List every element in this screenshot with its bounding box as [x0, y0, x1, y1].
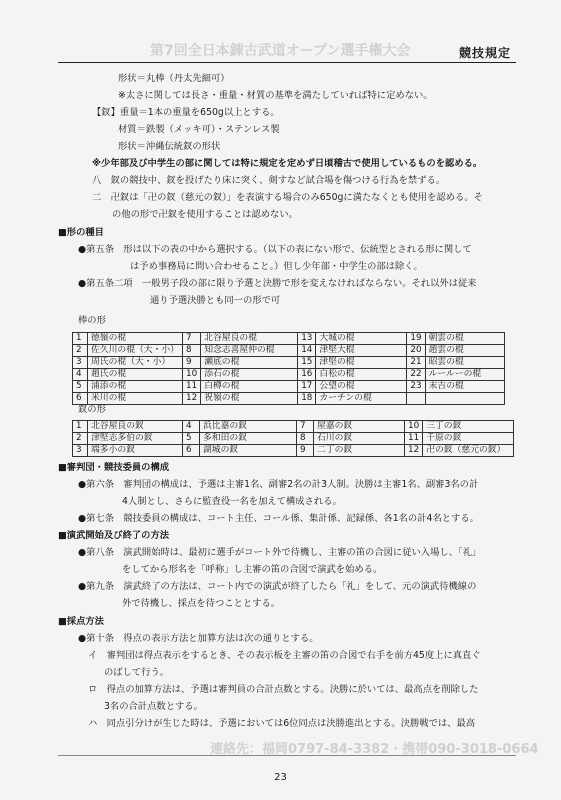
- text-line: 材質＝鉄製（メッキ可）・ステンレス製: [118, 124, 280, 135]
- form-number: 10: [405, 421, 423, 433]
- form-number: 7: [297, 421, 314, 433]
- form-number: 2: [73, 345, 88, 357]
- form-name: 祝嶺の棍: [201, 393, 298, 405]
- form-number: 8: [183, 345, 201, 357]
- form-name: 津堅志多伯の釵: [88, 433, 183, 445]
- form-name: 津堅大棍: [316, 345, 407, 357]
- form-number: 17: [298, 381, 316, 393]
- text-line: 【釵】重量＝1本の重量を650g以上とする。: [92, 107, 280, 118]
- form-name: 徳嶺の棍: [88, 333, 183, 345]
- form-name: 知念志喜屋仲の棍: [201, 345, 298, 357]
- form-name: 周氏の棍（大・小）: [88, 357, 183, 369]
- form-name: 末吉の棍: [425, 381, 504, 393]
- form-number: 20: [407, 345, 425, 357]
- text-line: をしてから形名を「呼称」し主審の笛の合図で演武を始める。: [122, 564, 383, 575]
- text-line: は予め事務局に問い合わせること。）但し少年部・中学生の部は除く。: [130, 261, 423, 272]
- text-line: 外で待機し、採点を待つこととする。: [122, 598, 281, 609]
- bo-forms-table: [72, 332, 505, 405]
- form-number: 8: [297, 433, 314, 445]
- form-name: 端多小の釵: [88, 445, 183, 457]
- form-name: 千原の釵: [423, 433, 514, 445]
- section-heading: ■形の種目: [58, 227, 104, 238]
- form-name: [425, 393, 504, 405]
- form-number: 7: [183, 333, 201, 345]
- text-line: の他の形で卍釵を使用することは認めない。: [112, 209, 298, 220]
- form-number: 11: [183, 381, 201, 393]
- form-name: 大城の棍: [316, 333, 407, 345]
- form-name: 北谷屋良の釵: [88, 421, 183, 433]
- form-number: 5: [183, 433, 200, 445]
- form-number: 21: [407, 357, 425, 369]
- form-number: 1: [73, 421, 88, 433]
- form-name: 二丁の釵: [314, 445, 405, 457]
- text-line: ●第七条 競技委員の構成は、コート主任、コール係、集計係、記録係、各1名の計4名とする。: [78, 513, 479, 524]
- text-line: 4人制とし、さらに監査役一名を加えて構成される。: [122, 496, 342, 507]
- table-row: [73, 421, 514, 433]
- form-number: 9: [183, 357, 201, 369]
- form-name: 三丁の釵: [423, 421, 514, 433]
- form-number: 13: [298, 333, 316, 345]
- form-name: 石川の釵: [314, 433, 405, 445]
- form-number: 4: [183, 421, 200, 433]
- section-heading: ■審判団・競技委員の構成: [58, 462, 170, 473]
- table-row: [73, 369, 505, 381]
- text-line: ●第五条 形は以下の表の中から選択する。（以下の表にない形で、伝統型とされる形に関して: [78, 244, 472, 255]
- text-line: 3名の合計点数とする。: [104, 701, 203, 712]
- form-number: 11: [405, 433, 423, 445]
- form-number: 10: [183, 369, 201, 381]
- form-number: 3: [73, 357, 88, 369]
- form-number: 18: [298, 393, 316, 405]
- form-name: 湖城の釵: [200, 445, 297, 457]
- ghost-footer: 連絡先：福岡0797-84-3382・携帯090-3018-0664: [210, 742, 539, 757]
- table-row: [73, 445, 514, 457]
- form-name: 浦添の棍: [88, 381, 183, 393]
- section-heading: ■採点方法: [58, 616, 104, 627]
- form-name: 朝雲の棍: [425, 333, 504, 345]
- form-name: 佐久川の棍（大・小）: [88, 345, 183, 357]
- table-row: [73, 381, 505, 393]
- form-name: ルールーの棍: [425, 369, 504, 381]
- form-number: 2: [73, 433, 88, 445]
- form-name: 公望の棍: [316, 381, 407, 393]
- form-number: 12: [405, 445, 423, 457]
- form-name: 多和田の釵: [200, 433, 297, 445]
- form-number: 4: [73, 369, 88, 381]
- form-name: 昭雲の棍: [425, 357, 504, 369]
- form-number: 23: [407, 381, 425, 393]
- text-line: ●第六条 審判団の構成は、予選は主審1名、副審2名の計3人制。決勝は主審1名、副審3名の計: [78, 479, 479, 490]
- form-name: 添石の棍: [201, 369, 298, 381]
- form-name: 白松の棍: [316, 369, 407, 381]
- table-row: [73, 393, 505, 405]
- form-number: 19: [407, 333, 425, 345]
- table-caption-bo: 棒の形: [78, 315, 106, 326]
- form-name: 趙氏の棍: [88, 369, 183, 381]
- text-line: ●第十条 得点の表示方法と加算方法は次の通りとする。: [78, 633, 319, 644]
- form-name: 米川の棍: [88, 393, 183, 405]
- text-line: ※太さに関しては長さ・重量・材質の基準を満たしていれば特に定めない。: [118, 90, 433, 101]
- form-name: 白樽の棍: [201, 381, 298, 393]
- table-row: [73, 333, 505, 345]
- form-number: 1: [73, 333, 88, 345]
- form-number: [407, 393, 425, 405]
- form-name: 趙雲の棍: [425, 345, 504, 357]
- form-number: 9: [297, 445, 314, 457]
- table-row: [73, 357, 505, 369]
- form-name: カーチンの棍: [316, 393, 407, 405]
- section-heading: ■演武開始及び終了の方法: [58, 530, 170, 541]
- text-line: ●第九条 演武終了の方法は、コート内での演武が終了したら「礼」をして、元の演武待機線の: [78, 581, 477, 592]
- form-name: 瀬底の棍: [201, 357, 298, 369]
- form-name: 卍の釵（慈元の釵）: [423, 445, 514, 457]
- table-row: [73, 345, 505, 357]
- form-number: 6: [73, 393, 88, 405]
- page-number: 23: [274, 772, 287, 783]
- form-number: 6: [183, 445, 200, 457]
- form-number: 3: [73, 445, 88, 457]
- text-line: のばして行う。: [104, 667, 170, 678]
- form-number: 5: [73, 381, 88, 393]
- form-number: 12: [183, 393, 201, 405]
- form-number: 14: [298, 345, 316, 357]
- table-caption-sai: 釵の形: [78, 404, 106, 415]
- text-line: 八 釵の競技中、釵を投げたり床に突く、剣すなど試合場を傷つける行為を禁ずる。: [92, 175, 446, 186]
- footer-rule: [58, 755, 516, 756]
- text-line: 形状＝沖縄伝統釵の形状: [118, 141, 221, 152]
- text-line: 形状＝丸棒（丹太先細可）: [118, 73, 230, 84]
- text-line: イ 審判団は得点表示をするとき、その表示板を主審の笛の合図で右手を前方45度上に真直ぐ: [88, 650, 481, 661]
- table-row: [73, 433, 514, 445]
- text-line: ※少年部及び中学生の部に関しては特に規定を定めず日頃稽古で使用しているものを認める。: [92, 158, 483, 169]
- form-number: 16: [298, 369, 316, 381]
- form-number: 15: [298, 357, 316, 369]
- form-number: 22: [407, 369, 425, 381]
- text-line: ハ 同点引分けが生じた時は、予選においては6位同点は決勝進出とする。決勝戦では、最高: [88, 718, 476, 729]
- header-title: 競技規定: [458, 46, 511, 60]
- text-line: 二 卍釵は「卍の釵（慈元の釵）」を表演する場合のみ650gに満たなくとも使用を認める。そ: [92, 192, 483, 203]
- form-name: 北谷屋良の棍: [201, 333, 298, 345]
- form-name: 津堅の棍: [316, 357, 407, 369]
- header-rule: [58, 62, 516, 63]
- text-line: ●第五条二項 一般男子段の部に限り予選と決勝で形を変えなければならない。それ以外は従来: [78, 278, 477, 289]
- text-line: ロ 得点の加算方法は、予選は審判員の合計点数とする。決勝に於いては、最高点を削除した: [88, 684, 479, 695]
- form-name: 屋嘉の釵: [314, 421, 405, 433]
- ghost-title: 第7回全日本錬古武道オープン選手権大会: [150, 43, 411, 59]
- sai-forms-table: [72, 420, 514, 457]
- form-name: 浜比嘉の釵: [200, 421, 297, 433]
- text-line: 通り予選決勝とも同一の形で可: [150, 295, 281, 306]
- text-line: ●第八条 演武開始時は、最初に選手がコート外で待機し、主審の笛の合図に従い入場し、「礼」: [78, 547, 482, 558]
